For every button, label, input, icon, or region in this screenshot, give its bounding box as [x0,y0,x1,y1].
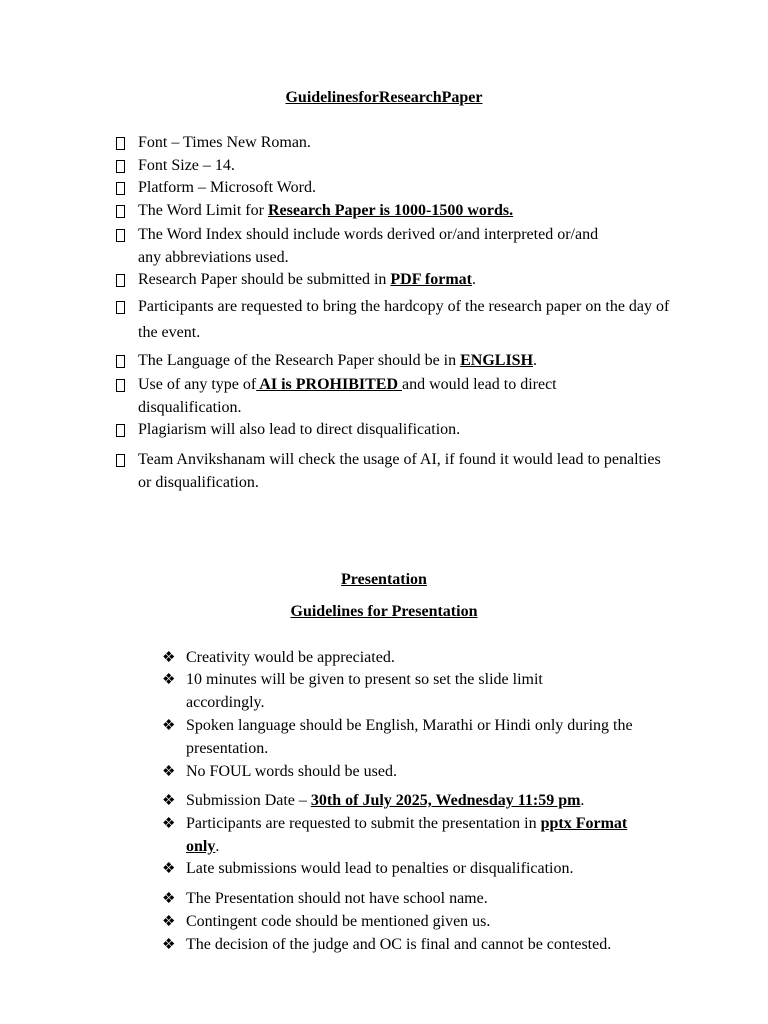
research-item-7 [116,294,676,346]
item-text: Participants are requested to submit the presentation in pptx Format only. [186,815,628,855]
diamond-bullet-icon: ❖ [162,650,176,666]
research-item-10 [116,419,676,442]
item-text: Late submissions would lead to penalties or disqualification. [186,860,574,877]
emphasis: 30th of July 2025, Wednesday 11:59 pm [310,792,581,809]
item-text: Team Anvikshanam will check the usage of AI, if found it would lead to penalties or disqualification. [138,451,661,491]
presentation-heading: Presentation [341,571,427,588]
research-item-1 [116,132,676,155]
research-item-4 [116,200,676,223]
presentation-item-5 [162,790,682,813]
checkbox-bullet-icon [116,301,125,314]
item-text: The Presentation should not have school name. [186,890,488,907]
item-text: The decision of the judge and OC is final and cannot be contested. [186,936,612,953]
emphasis: ENGLISH [460,352,534,369]
checkbox-bullet-icon [116,379,125,392]
item-text: Creativity would be appreciated. [186,649,395,666]
presentation-title: Guidelines for Presentation [290,603,478,620]
checkbox-bullet-icon [116,424,125,437]
presentation-item-2 [162,669,612,714]
presentation-item-6 [162,813,632,858]
diamond-bullet-icon: ❖ [162,764,176,780]
item-text: Research Paper should be submitted in PDF format. [138,271,476,288]
emphasis: PDF format [390,271,472,288]
research-item-9 [116,374,576,419]
diamond-bullet-icon: ❖ [162,891,176,907]
presentation-item-1 [162,647,682,670]
research-item-11 [116,449,661,494]
item-text: No FOUL words should be used. [186,763,397,780]
research-title: GuidelinesforResearchPaper [285,89,483,106]
item-text: The Word Limit for Research Paper is 1000-1500 words. [138,202,514,219]
presentation-item-3 [162,715,672,760]
item-text: Spoken language should be English, Marathi or Hindi only during the presentation. [186,717,633,757]
diamond-bullet-icon: ❖ [162,914,176,930]
checkbox-bullet-icon [116,137,125,150]
checkbox-bullet-icon [116,454,125,467]
checkbox-bullet-icon [116,182,125,195]
emphasis: pptx Format only [186,815,628,855]
checkbox-bullet-icon [116,229,125,242]
item-text: Platform – Microsoft Word. [138,179,316,196]
checkbox-bullet-icon [116,274,125,287]
diamond-bullet-icon: ❖ [162,718,176,734]
item-text: Font – Times New Roman. [138,134,311,151]
diamond-bullet-icon: ❖ [162,793,176,809]
emphasis: AI is PROHIBITED [256,376,402,393]
presentation-item-4 [162,761,682,784]
presentation-item-9 [162,911,682,934]
presentation-item-10 [162,934,702,957]
emphasis: Research Paper is 1000-1500 words. [267,202,514,219]
checkbox-bullet-icon [116,355,125,368]
diamond-bullet-icon: ❖ [162,816,176,832]
presentation-item-7 [162,858,682,881]
item-text: The Language of the Research Paper should be in ENGLISH. [138,352,538,369]
item-text: Use of any type of AI is PROHIBITED and would lead to direct disqualification. [138,376,557,416]
diamond-bullet-icon: ❖ [162,672,176,688]
item-text: Contingent code should be mentioned given us. [186,913,491,930]
research-item-2 [116,155,676,178]
item-text: Participants are requested to bring the hardcopy of the research paper on the day of the event. [138,298,670,341]
research-item-6 [116,269,676,292]
checkbox-bullet-icon [116,205,125,218]
diamond-bullet-icon: ❖ [162,937,176,953]
diamond-bullet-icon: ❖ [162,861,176,877]
item-text: The Word Index should include words derived or/and interpreted or/and any abbreviations used. [138,226,599,266]
research-item-5 [116,224,616,269]
research-item-8 [116,350,676,373]
item-text: Font Size – 14. [138,157,235,174]
item-text: 10 minutes will be given to present so set the slide limit accordingly. [186,671,543,711]
research-item-3 [116,177,676,200]
checkbox-bullet-icon [116,160,125,173]
item-text: Submission Date – 30th of July 2025, Wednesday 11:59 pm. [186,792,585,809]
presentation-item-8 [162,888,682,911]
item-text: Plagiarism will also lead to direct disqualification. [138,421,461,438]
